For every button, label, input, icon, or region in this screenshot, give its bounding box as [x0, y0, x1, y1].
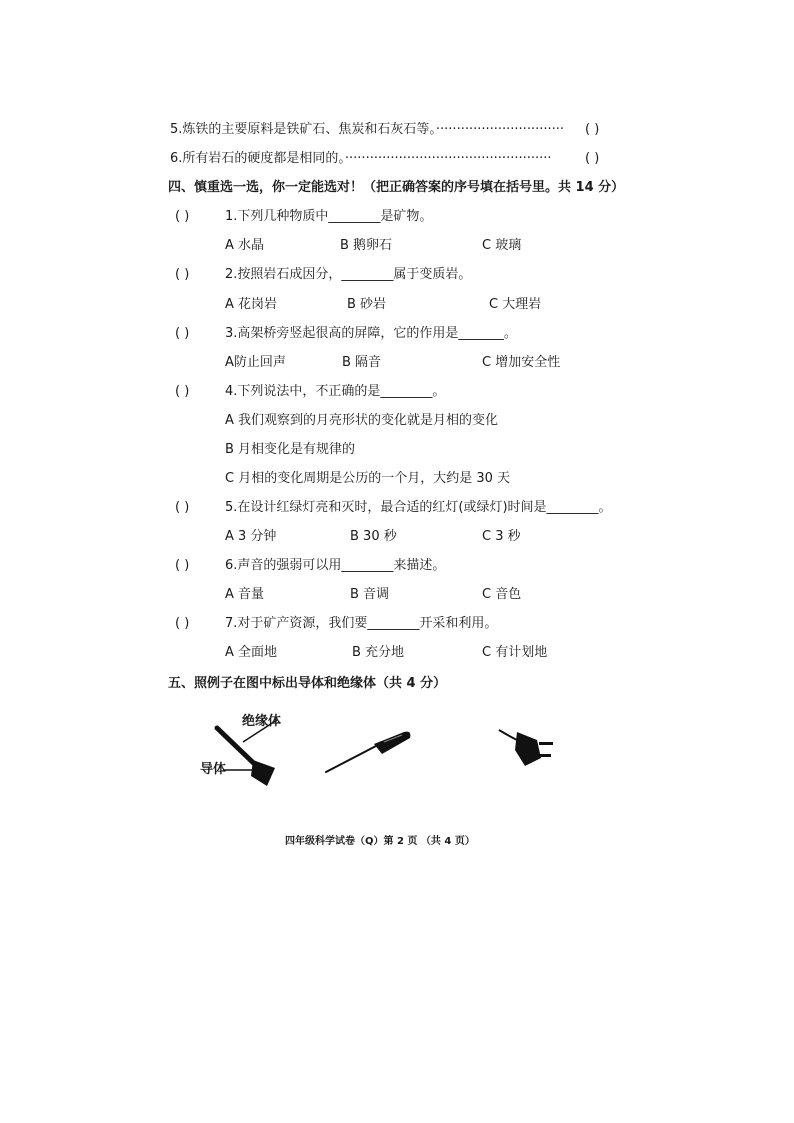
section5-heading: 五、照例子在图中标出导体和绝缘体（共 4 分）	[168, 676, 447, 691]
mc-question-1: 1.下列几种物质中________是矿物。	[225, 209, 433, 224]
mc-2-option-b: B 砂岩	[347, 297, 387, 312]
plug-pin-top	[539, 742, 553, 745]
mc-6-option-c: C 音色	[482, 587, 522, 602]
mc-5-option-b: B 30 秒	[350, 529, 397, 544]
leader-dots: ·······························	[435, 122, 565, 137]
mc-3-option-c: C 增加安全性	[482, 355, 561, 370]
mc-2-option-a: A 花岗岩	[225, 297, 278, 312]
mc-answer-3-paren[interactable]: ( )	[175, 326, 190, 341]
mc-answer-2-paren[interactable]: ( )	[175, 267, 190, 282]
label-insulator: 绝缘体	[242, 714, 282, 729]
tf-answer-6-paren[interactable]: ( )	[585, 151, 600, 166]
tool-head	[251, 760, 275, 786]
mc-4-option-b: B 月相变化是有规律的	[225, 442, 356, 457]
mc-question-4: 4.下列说法中，不正确的是________。	[225, 384, 446, 399]
mc-question-2: 2.按照岩石成因分，________属于变质岩。	[225, 267, 472, 282]
mc-3-option-a: A防止回声	[225, 355, 286, 370]
mc-question-7: 7.对于矿产资源，我们要________开采和利用。	[225, 616, 498, 631]
screwdriver-handle	[374, 732, 410, 754]
screwdriver-shaft	[326, 746, 376, 772]
mc-5-option-a: A 3 分钟	[225, 529, 277, 544]
mc-3-option-b: B 隔音	[342, 355, 382, 370]
mc-4-option-a: A 我们观察到的月亮形状的变化就是月相的变化	[225, 413, 499, 428]
mc-4-option-c: C 月相的变化周期是公历的一个月，大约是 30 天	[225, 471, 511, 486]
leader-dots: ··················································	[344, 151, 552, 166]
mc-7-option-b: B 充分地	[352, 645, 405, 660]
mc-answer-7-paren[interactable]: ( )	[175, 616, 190, 631]
page-footer: 四年级科学试卷（Q）第 2 页 （共 4 页）	[285, 836, 475, 847]
mc-2-option-c: C 大理岩	[489, 297, 542, 312]
plug-pin-bottom	[537, 754, 551, 757]
mc-1-option-b: B 鹅卵石	[340, 238, 393, 253]
mc-answer-6-paren[interactable]: ( )	[175, 558, 190, 573]
mc-question-6: 6.声音的强弱可以用________来描述。	[225, 558, 446, 573]
mc-1-option-a: A 水晶	[225, 238, 265, 253]
plug-figure	[495, 722, 565, 782]
mc-5-option-c: C 3 秒	[482, 529, 521, 544]
screwdriver-figure	[322, 728, 414, 778]
mc-answer-1-paren[interactable]: ( )	[175, 209, 190, 224]
mc-answer-4-paren[interactable]: ( )	[175, 384, 190, 399]
mc-7-option-c: C 有计划地	[482, 645, 548, 660]
tf-question-6	[170, 150, 552, 168]
label-conductor: 导体	[200, 762, 227, 777]
mc-question-5: 5.在设计红绿灯亮和灭时，最合适的红灯(或绿灯)时间是________。	[225, 500, 612, 515]
tf-answer-5-paren[interactable]: ( )	[585, 122, 600, 137]
tf-question-5	[170, 121, 564, 139]
mc-6-option-a: A 音量	[225, 587, 265, 602]
plug-body	[515, 732, 541, 766]
mc-1-option-c: C 玻璃	[482, 238, 522, 253]
mc-7-option-a: A 全面地	[225, 645, 278, 660]
tf-question-6-text: 6.所有岩石的硬度都是相同的。	[170, 151, 345, 166]
section4-heading: 四、慎重选一选，你一定能选对！（把正确答案的序号填在括号里。共 14 分）	[168, 180, 625, 195]
mc-answer-5-paren[interactable]: ( )	[175, 500, 190, 515]
plug-cord	[499, 730, 517, 740]
mc-6-option-b: B 音调	[350, 587, 390, 602]
mc-question-3: 3.高架桥旁竖起很高的屏障，它的作用是_______。	[225, 326, 517, 341]
tf-question-5-text: 5.炼铁的主要原料是铁矿石、焦炭和石灰石等。	[170, 122, 436, 137]
